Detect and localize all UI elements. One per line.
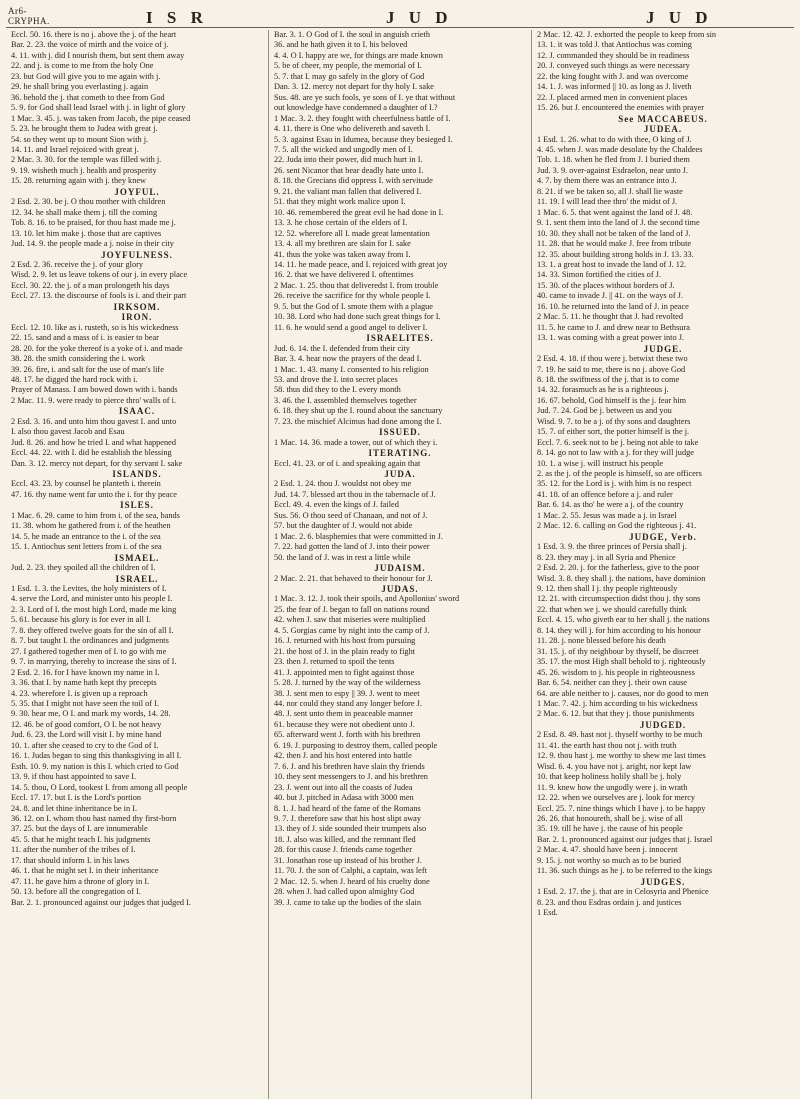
section-heading: ISLES. — [120, 500, 154, 511]
concordance-entry: 45. 26. wisdom to j. his people in righteousness — [537, 667, 695, 677]
concordance-entry: Eccl. 17. 17. but I. is the Lord's portion — [11, 793, 142, 803]
concordance-entry: 10. 46. remembered the great evil he had done in I. — [274, 207, 444, 217]
section-heading: JUDEA. — [643, 124, 683, 135]
concordance-entry: Eccl. 49. 4. even the kings of J. failed — [274, 500, 399, 510]
concordance-entry: Jud. 14. 9. the people made a j. noise in their city — [11, 239, 174, 249]
concordance-entry: Jud. 6. 14. the I. defended from their city — [274, 343, 410, 353]
concordance-entry: 1 Mac. 3. 45. j. was taken from Jacob, the pipe ceased — [11, 113, 191, 123]
concordance-entry: 42. then J. and his host entered into battle — [274, 751, 412, 761]
concordance-entry: 2 Mac. 5. 11. he thought that J. had revolted — [537, 312, 684, 322]
concordance-entry: 35. 17. the most High shall behold to j. righteously — [537, 657, 706, 667]
concordance-entry: 28. for this cause J. friends came together — [274, 845, 413, 855]
concordance-entry: Bar. 2. 23. the voice of mirth and the voice of j. — [11, 40, 169, 50]
concordance-entry: 1 Esd. 1. 26. what to do with thee, O king of J. — [537, 134, 692, 144]
concordance-entry: 8. 23. they may j. in all Syria and Phenice — [537, 552, 676, 562]
concordance-entry: Jud. 7. 24. God be j. between us and you — [537, 406, 672, 416]
concordance-entry: 46. 1. that he might set I. in their inheritance — [11, 866, 159, 876]
concordance-entry: 12. 21. with circumspection didst thou j. thy sons — [537, 594, 701, 604]
section-heading: ISSUED. — [379, 427, 421, 438]
concordance-entry: 11. 41. the earth hast thou not j. with truth — [537, 740, 677, 750]
concordance-entry: 3. 46. the I. assembled themselves together — [274, 395, 417, 405]
section-heading: IRKSOM. — [113, 301, 161, 312]
concordance-entry: 31. Jonathan rose up instead of his brother J. — [274, 855, 422, 865]
concordance-entry: Eccl. 4. 15. who giveth ear to her shall j. the nations — [537, 615, 710, 625]
section-heading: JUDGE, Verb. — [629, 531, 697, 542]
concordance-entry: 8. 21. if we be taken so, all J. shall lie waste — [537, 186, 683, 196]
concordance-entry: 11. 9. knew how the ungodly were j. in wrath — [537, 782, 688, 792]
concordance-entry: 14. 1. J. was informed || 10. as long as J. liveth — [537, 82, 692, 92]
concordance-entry: 2 Esd. 2. 36. receive the j. of your glory — [11, 259, 144, 269]
header-rule — [6, 27, 794, 28]
section-heading: IRON. — [121, 312, 153, 323]
concordance-entry: Jud. 8. 26. and how he tried I. and what happened — [11, 437, 176, 447]
concordance-entry: 64. are able neither to j. causes, nor do good to men — [537, 688, 709, 698]
concordance-entry: Bar. 6. 54. neither can they j. their own cause — [537, 678, 687, 688]
concordance-entry: 1 Mac. 2. 6. blasphemies that were committed in J. — [274, 531, 443, 541]
concordance-entry: 11. 28. j. none blessed before his death — [537, 636, 666, 646]
header-column-3: J U D — [646, 8, 713, 27]
concordance-entry: 4. 4. O I. happy are we, for things are made known — [274, 50, 443, 60]
concordance-entry: 27. I gathered together men of I. to go with me — [11, 646, 167, 656]
concordance-entry: 28. 20. for the yoke thereof is a yoke of i. and made — [11, 343, 183, 353]
concordance-entry: 14. 11. he made peace, and I. rejoiced with great joy — [274, 259, 448, 269]
concordance-entry: 11. 38. whom he gathered from i. of the heathen — [11, 521, 171, 531]
concordance-entry: 2 Mac. 3. 30. for the temple was filled with j. — [11, 155, 162, 165]
concordance-entry: 50. the land of J. was in rest a little while — [274, 552, 411, 562]
concordance-entry: 58. thus did they to the I. every month — [274, 385, 401, 395]
concordance-entry: 31. 15. j. of thy neighbour by thyself, be discreet — [537, 646, 699, 656]
concordance-entry: 13. 1. was coming with a great power into J. — [537, 333, 685, 343]
section-heading: JUDGED. — [639, 719, 687, 730]
concordance-entry: 18. J. also was killed, and the remnant fled — [274, 834, 416, 844]
concordance-entry: 2 Mac. 12. 5. when J. heard of his cruelty done — [274, 876, 430, 886]
concordance-entry: 1 Mac. 2. 55. Jesus was made a j. in Israel — [537, 510, 677, 520]
concordance-entry: 12. 22. when we ourselves are j. look for mercy — [537, 793, 696, 803]
concordance-entry: 2 Esd. 2. 16. for I have known my name in I. — [11, 667, 160, 677]
concordance-entry: 14. 11. and Israel rejoiced with great j. — [11, 144, 139, 154]
concordance-entry: Dan. 3. 12. mercy not depart, for thy servant I. sake — [11, 458, 183, 468]
concordance-entry: 48. 17. he digged the hard rock with i. — [11, 374, 138, 384]
concordance-entry: 57. but the daughter of J. would not abide — [274, 521, 413, 531]
concordance-entry: 16. 10. he returned into the land of J. in peace — [537, 301, 689, 311]
concordance-entry: 22. Juda into their power, did much hurt in I. — [274, 155, 423, 165]
concordance-entry: Prayer of Manass. I am bowed down with i. bands — [11, 385, 178, 395]
section-heading: JUDAS. — [381, 584, 419, 595]
concordance-entry: 3. 36. that I. by name hath kept thy precepts — [11, 678, 157, 688]
concordance-entry: 44. nor could they stand any longer before J. — [274, 699, 422, 708]
concordance-entry: 16. 2. that we have delivered I. oftentimes — [274, 270, 414, 280]
concordance-entry: 2 Mac. 11. 9. were ready to pierce thro' walls of i. — [11, 395, 176, 405]
concordance-entry: 4. 11. there is One who delivereth and saveth I. — [274, 124, 431, 134]
concordance-entry: 4. serve the Lord, and minister unto his people I. — [11, 594, 173, 604]
concordance-entry: 10. they sent messengers to J. and his brethren — [274, 772, 428, 782]
concordance-entry: 15. 1. Antiochus sent letters from i. of the sea — [11, 542, 162, 552]
concordance-entry: 7. 6. J. and his brethren have slain thy friends — [274, 761, 425, 771]
concordance-entry: Eccl. 7. 6. seek not to be j. being not able to take — [537, 437, 699, 447]
concordance-entry: 2 Esd. 1. 24. thou J. wouldst not obey me — [274, 479, 412, 489]
concordance-entry: 8. 18. the Grecians did oppress I. with servitude — [274, 176, 433, 186]
concordance-entry: 5. 3. against Esau in Idumea, because they besieged I. — [274, 134, 453, 144]
concordance-entry: Jud. 6. 23. the Lord will visit I. by mine hand — [11, 730, 162, 740]
concordance-entry: 65. afterward went J. forth with his brethren — [274, 730, 421, 740]
concordance-entry: 13. 9. if thou hast appointed to save I. — [11, 772, 137, 782]
concordance-entry: 1 Mac. 6. 5. that went against the land of J. 48. — [537, 207, 693, 217]
concordance-entry: Jud. 2. 23. they spoiled all the children of I. — [11, 563, 156, 573]
concordance-entry: Sus. 56. O thou seed of Chanaan, and not of J. — [274, 510, 428, 520]
concordance-entry: 8. 18. the swiftness of the j. that is to come — [537, 374, 680, 384]
concordance-entry: Eccl. 41. 23. or of i. and speaking again that — [274, 458, 421, 468]
concordance-entry: 4. 7. by them there was an entrance into J. — [537, 176, 677, 186]
section-heading: ITERATING. — [368, 448, 432, 459]
concordance-entry: 9. 7. in marrying, thereby to increase the sins of I. — [11, 657, 177, 667]
concordance-entry: 11. 5. he came to J. and drew near to Bethsura — [537, 322, 690, 332]
concordance-entry: 2 Mac. 4. 47. should have been j. innocent — [537, 845, 678, 855]
concordance-entry: 7. 23. the mischief Alcimus had done among the I. — [274, 416, 442, 426]
concordance-entry: 2 Mac. 6. 12. but that they j. those punishments — [537, 709, 695, 719]
concordance-entry: 2 Mac. 12. 42. J. exhorted the people to keep from sin — [537, 30, 717, 39]
concordance-entry: 41. J. appointed men to fight against those — [274, 667, 415, 677]
concordance-entry: 40. came to invade J. || 41. on the ways of J. — [537, 291, 683, 301]
concordance-entry: 7. 8. they offered twelve goats for the sin of all I. — [11, 625, 174, 635]
concordance-entry: 5. 35. that I might not have seen the toil of I. — [11, 699, 159, 708]
concordance-entry: 1 Mac. 1. 43. many I. consented to his religion — [274, 364, 429, 374]
concordance-entry: Wisd. 9. 7. to be a j. of thy sons and daughters — [537, 416, 691, 426]
section-heading: ISRAELITES. — [366, 333, 434, 344]
concordance-entry: 2 Mac. 2. 21. that behaved to their honour for J. — [274, 573, 433, 583]
concordance-entry: 7. 19. he said to me, there is no j. above God — [537, 364, 686, 374]
concordance-entry: 6. 18. they shut up the I. round about the sanctuary — [274, 406, 443, 416]
concordance-entry: 23. but God will give you to me again with j. — [11, 71, 161, 81]
concordance-entry: Eccl. 44. 22. with I. did he establish the blessing — [11, 448, 172, 458]
concordance-entry: 13. 1. it was told J. that Antiochus was coming — [537, 40, 692, 50]
concordance-entry: 36. 12. on I. whom thou hast named thy first-born — [11, 813, 177, 823]
concordance-entry: 50. 13. before all the congregation of I. — [11, 887, 141, 897]
concordance-entry: Jud. 14. 7. blessed art thou in the tabernacle of J. — [274, 489, 436, 499]
concordance-entry: 10. 1. after she ceased to cry to the God of I. — [11, 740, 159, 750]
concordance-entry: 4. 45. when J. was made desolate by the Chaldees — [537, 144, 703, 154]
concordance-entry: 16. 1. Judas began to sing this thanksgiving in all I. — [11, 751, 182, 761]
concordance-entry: 9. 12. then shall I j. thy people righteously — [537, 584, 678, 594]
concordance-entry: 10. 30. they shall not be taken of the land of J. — [537, 228, 691, 238]
concordance-entry: 38. J. sent men to espy || 39. J. went to meet — [274, 688, 420, 698]
concordance-entry: 14. 33. Simon fortified the cities of J. — [537, 270, 661, 280]
concordance-entry: 5. 28. J. turned by the way of the wilderness — [274, 678, 421, 688]
concordance-entry: 9. 5. but the God of I. smote them with a plague — [274, 301, 433, 311]
concordance-entry: 11. 28. that he would make J. free from tribute — [537, 239, 692, 249]
concordance-entry: 38. 28. the smith considering the i. work — [11, 354, 146, 364]
concordance-entry: 16. 67. behold, God himself is the j. fear him — [537, 395, 687, 405]
concordance-entry: 51. that they might work malice upon I. — [274, 197, 406, 207]
concordance-entry: 35. 12. for the Lord is j. with him is no respect — [537, 479, 692, 489]
concordance-entry: 11. 70. J. the son of Calphi, a captain, was left — [274, 866, 427, 876]
concordance-entry: 13. 10. let him make j. those that are captives — [11, 228, 162, 238]
concordance-entry: 8. 7. but taught I. the ordinances and judgments — [11, 636, 169, 646]
concordance-entry: I. also thou gavest Jacob and Esau — [11, 427, 125, 437]
concordance-entry: 23. then J. returned to spoil the tents — [274, 657, 395, 667]
concordance-entry: 15. 26. but J. encountered the enemies with prayer — [537, 103, 705, 113]
concordance-entry: 47. 16. thy name went far unto the i. for thy peace — [11, 489, 177, 499]
concordance-entry: 23. J. went out into all the coasts of Judea — [274, 782, 413, 792]
concordance-entry: 1 Esd. 3. 9. the three princes of Persia shall j. — [537, 542, 687, 552]
concordance-entry: 20. J. conveyed such things as were necessary — [537, 61, 690, 71]
concordance-entry: 1 Mac. 3. 12. J. took their spoils, and Apollonius' sword — [274, 594, 460, 604]
concordance-entry: Tob. 1. 18. when he fled from J. I buried them — [537, 155, 690, 165]
concordance-entry: 29. he shall bring you everlasting j. again — [11, 82, 149, 92]
concordance-entry: Jud. 3. 9. over-against Esdraelon, near unto J. — [537, 165, 688, 175]
column-2 — [268, 30, 531, 1099]
section-heading: JOYFUL. — [114, 186, 160, 197]
concordance-entry: 2 Esd. 4. 18. if thou were j. betwixt these two — [537, 354, 688, 364]
concordance-entry: out knowledge have condemned a daughter of I.? — [274, 103, 438, 113]
concordance-entry: 26. 26. that honoureth, shall be j. wise of all — [537, 813, 683, 823]
concordance-entry: 22. J. placed armed men in convenient places — [537, 92, 688, 102]
concordance-entry: 26. sent Nicanor that bear deadly hate unto I. — [274, 165, 424, 175]
section-heading: JOYFULNESS. — [101, 249, 173, 260]
concordance-entry: 1 Esd. 1. 3. the Levites, the holy ministers of I. — [11, 584, 167, 594]
concordance-entry: 8. 23. and thou Esdras ordain j. and justices — [537, 897, 682, 907]
concordance-entry: 15. 30. of the places without borders of J. — [537, 280, 675, 290]
concordance-entry: 10. that keep holiness holily shall be j. holy — [537, 772, 682, 782]
concordance-entry: 22. the king fought with J. and was overcome — [537, 71, 689, 81]
concordance-entry: 2 Mac. 12. 6. calling on God the righteous j. 41. — [537, 521, 697, 531]
concordance-entry: 5. 9. for God shall lead Israel with j. in light of glory — [11, 103, 186, 113]
column-3 — [531, 30, 794, 1099]
concordance-entry: 26. receive the sacrifice for thy whole people I. — [274, 291, 431, 301]
concordance-entry: 6. 19. J. purposing to destroy them, called people — [274, 740, 438, 750]
concordance-entry: 21. the host of J. in the plain ready to fight — [274, 646, 416, 656]
concordance-entry: 2 Esd. 8. 49. hast not j. thyself worthy to be much — [537, 730, 703, 740]
concordance-entry: Eccl. 30. 22. the j. of a man prolongeth his days — [11, 280, 170, 290]
concordance-entry: Wisd. 2. 9. let us leave tokens of our j. in every place — [11, 270, 188, 280]
concordance-entry: 2 Esd. 2. 30. be j. O thou mother with children — [11, 197, 166, 207]
concordance-entry: 35. 19. till he have j. the cause of his people — [537, 824, 683, 834]
corner-top-label: Ar6- — [8, 6, 27, 16]
concordance-entry: 1 Mac. 14. 36. made a tower, out of which they i. — [274, 437, 438, 447]
concordance-entry: 54. so they went up to mount Sion with j. — [11, 134, 149, 144]
section-heading: JUDA. — [384, 469, 416, 480]
concordance-entry: 4. 5. Gorgias came by night into the camp of J. — [274, 625, 430, 635]
concordance-entry: 11. 6. he would send a good angel to deliver I. — [274, 322, 428, 332]
concordance-entry: 9. 19. wisheth much j. health and prosperity — [11, 165, 157, 175]
concordance-entry: 48. J. sent unto them in peaceable manner — [274, 709, 413, 719]
concordance-entry: 47. 11. he gave him a throne of glory in I. — [11, 876, 150, 886]
section-heading: See MACCABEUS. — [618, 113, 708, 124]
concordance-entry: 12. 9. thou hast j. me worthy to shew me last times — [537, 751, 706, 761]
concordance-entry: Bar. 2. 1. pronounced against our judges that judged I. — [11, 897, 191, 907]
concordance-entry: 61. because they were not obedient unto J. — [274, 719, 415, 729]
concordance-entry: Eccl. 25. 7. nine things which I have j. to be happy — [537, 803, 706, 813]
concordance-entry: 28. when J. had called upon almighty God — [274, 887, 415, 897]
concordance-entry: 40. but J. pitched in Adasa with 3000 men — [274, 793, 414, 803]
concordance-entry: 5. be of cheer, my people, the memorial of I. — [274, 61, 422, 71]
concordance-entry: 15. 28. returning again with j. they knew — [11, 176, 147, 186]
column-1 — [6, 30, 268, 1099]
concordance-entry: 22. 15. sand and a mass of i. is easier to bear — [11, 333, 159, 343]
concordance-entry: 7. 22. had gotten the land of J. into their power — [274, 542, 430, 552]
concordance-entry: 2. 3. Lord of I. the most high Lord, made me king — [11, 604, 177, 614]
concordance-entry: 2 Esd. 2. 20. j. for the fatherless, give to the poor — [537, 563, 700, 573]
section-heading: ISLANDS. — [112, 469, 162, 480]
concordance-entry: 10. 38. Lord who had done such great things for I. — [274, 312, 441, 322]
concordance-entry: 41. 18. of an offence before a j. and ruler — [537, 489, 673, 499]
concordance-entry: 12. J. commanded they should be in readiness — [537, 50, 690, 60]
concordance-entry: 1 Esd. 2. 17. the j. that are in Celosyria and Phenice — [537, 887, 709, 897]
concordance-entry: 25. the fear of J. began to fall on nations round — [274, 604, 430, 614]
concordance-entry: 4. 23. wherefore I. is given up a reproach — [11, 688, 148, 698]
concordance-entry: 2. as the j. of the people is himself, so are officers — [537, 469, 702, 479]
concordance-entry: 53. and drove the I. into secret places — [274, 374, 398, 384]
columns — [6, 30, 794, 1099]
concordance-entry: 14. 5. thou, O Lord, tookest I. from among all people — [11, 782, 188, 792]
concordance-entry: 9. 30. hear me, O I. and mark my words, 14. 28. — [11, 709, 171, 719]
concordance-entry: 1 Mac. 7. 42. j. him according to his wickedness — [537, 699, 698, 708]
section-heading: ISRAEL. — [115, 573, 159, 584]
concordance-entry: 4. 11. with j. did I nourish them, but sent them away — [11, 50, 185, 60]
concordance-entry: 1 Mac. 3. 2. they fought with cheerfulness battle of I. — [274, 113, 451, 123]
concordance-entry: 8. 14. go not to law with a j. for they will judge — [537, 448, 694, 458]
section-heading: ISMAEL. — [114, 552, 160, 563]
section-heading: JUDGES. — [640, 876, 686, 887]
concordance-entry: 11. 19. I will lead thee thro' the midst of J. — [537, 197, 678, 207]
concordance-entry: Wisd. 6. 4. you have not j. aright, nor kept law — [537, 761, 692, 771]
header-column-2: J U D — [386, 8, 453, 27]
concordance-entry: Bar. 3. 4. hear now the prayers of the dead I. — [274, 354, 422, 364]
concordance-entry: 36. and he hath given it to I. his beloved — [274, 40, 408, 50]
section-heading: ISAAC. — [118, 406, 156, 417]
concordance-entry: 11. after the number of the tribes of I. — [11, 845, 136, 855]
concordance-entry: 14. 32. forasmuch as he is a righteous j. — [537, 385, 669, 395]
concordance-entry: 12. 34. he shall make them j. till the coming — [11, 207, 158, 217]
concordance-entry: 15. 7. of either sort, the potter himself is the j. — [537, 427, 690, 437]
concordance-entry: 8. 1. J. had heard of the fame of the Romans — [274, 803, 421, 813]
concordance-entry: 39. 26. fire, i. and salt for the use of man's life — [11, 364, 164, 374]
concordance-entry: 36. behold the j. that cometh to thee from God — [11, 92, 165, 102]
concordance-entry: 13. 4. all my brethren are slain for I. sake — [274, 239, 411, 249]
concordance-entry: 13. they of J. side sounded their trumpets also — [274, 824, 427, 834]
concordance-entry: 10. 1. a wise j. will instruct his people — [537, 458, 664, 468]
concordance-entry: 12. 52. wherefore all I. made great lamentation — [274, 228, 430, 238]
concordance-entry: 22. and j. is come to me from the holy One — [11, 61, 154, 71]
concordance-entry: 45. 5. that he might teach I. his judgments — [11, 834, 151, 844]
concordance-entry: 1 Esd. — [537, 908, 558, 918]
concordance-entry: 9. 7. J. therefore saw that his host slipt away — [274, 813, 422, 823]
concordance-entry: 41. thus the yoke was taken away from I. — [274, 249, 411, 259]
concordance-entry: Esth. 10. 9. my nation is this I. which cried to God — [11, 761, 179, 771]
concordance-entry: Eccl. 43. 23. by counsel he planteth i. therein — [11, 479, 161, 489]
concordance-entry: Bar. 6. 14. as tho' he were a j. of the country — [537, 500, 684, 510]
concordance-entry: 5. 23. he brought them to Judea with great j. — [11, 124, 158, 134]
concordance-entry: Eccl. 27. 13. the discourse of fools is i. and their part — [11, 291, 187, 301]
concordance-entry: 9. 1. sent them into the land of J. the second time — [537, 218, 700, 228]
concordance-entry: 8. 14. they will j. for him according to his honour — [537, 625, 701, 635]
section-heading: JUDAISM. — [374, 563, 426, 574]
concordance-entry: 11. 36. such things as he j. to be referred to the kings — [537, 866, 713, 876]
concordance-entry: 37. 25. but the days of I. are innumerable — [11, 824, 148, 834]
concordance-entry: Tob. 8. 16. to be praised, for thou hast made me j. — [11, 218, 176, 228]
concordance-entry: 24. 8. and let thine inheritance be in I. — [11, 803, 138, 813]
concordance-entry: Dan. 3. 12. mercy not depart for thy holy I. sake — [274, 82, 434, 92]
concordance-entry: 42. when J. saw that miseries were multiplied — [274, 615, 426, 625]
concordance-entry: 5. 7. that I. may go safely in the glory of God — [274, 71, 425, 81]
section-heading: JUDGE. — [643, 343, 683, 354]
corner-bottom-label: CRYPHA. — [8, 16, 50, 26]
concordance-entry: 22. that when we j. we should carefully think — [537, 604, 687, 614]
concordance-entry: 12. 46. be of good comfort, O I. be not heavy — [11, 719, 162, 729]
concordance-entry: Eccl. 50. 16. there is no j. above the j. of the heart — [11, 30, 177, 39]
concordance-entry: 13. 3. he chose certain of the elders of I. — [274, 218, 408, 228]
concordance-entry: 17. that should inform I. in his laws — [11, 855, 130, 865]
concordance-entry: 7. 5. all the wicked and ungodly men of I. — [274, 144, 413, 154]
concordance-entry: 2 Mac. 1. 25. thou that deliveredst I. from trouble — [274, 280, 439, 290]
concordance-entry: 9. 21. the valiant man fallen that delivered I. — [274, 186, 422, 196]
concordance-entry: Wisd. 3. 8. they shall j. the nations, have dominion — [537, 573, 706, 583]
concordance-entry: Bar. 3. 1. O God of I. the soul in anguish crieth — [274, 30, 431, 39]
concordance-entry: 39. J. came to take up the bodies of the slain — [274, 897, 422, 907]
concordance-entry: Eccl. 12. 10. like as i. rusteth, so is his wickedness — [11, 322, 179, 332]
concordance-entry: 1 Mac. 6. 29. came to him from i. of the sea, bands — [11, 510, 180, 520]
concordance-entry: 9. 15. j. not worthy so much as to be buried — [537, 855, 682, 865]
header-column-1: I S R — [146, 8, 208, 27]
concordance-entry: 13. 1. a great host to invade the land of J. 12. — [537, 259, 687, 269]
concordance-entry: Sus. 48. are ye such fools, ye sons of I. ye that without — [274, 92, 456, 102]
concordance-entry: 14. 5. he made an entrance to the i. of the sea — [11, 531, 161, 541]
concordance-entry: 5. 61. because his glory is for ever in all I. — [11, 615, 151, 625]
concordance-entry: 2 Esd. 3. 16. and unto him thou gavest I. and unto — [11, 416, 177, 426]
page-corner-label — [8, 6, 50, 26]
concordance-entry: Bar. 2. 1. pronounced against our judges that j. Israel — [537, 834, 713, 844]
concordance-entry: 12. 35. about building strong holds in J. 13. 33. — [537, 249, 694, 259]
concordance-entry: 16. J. returned with his host from pursuing — [274, 636, 416, 646]
